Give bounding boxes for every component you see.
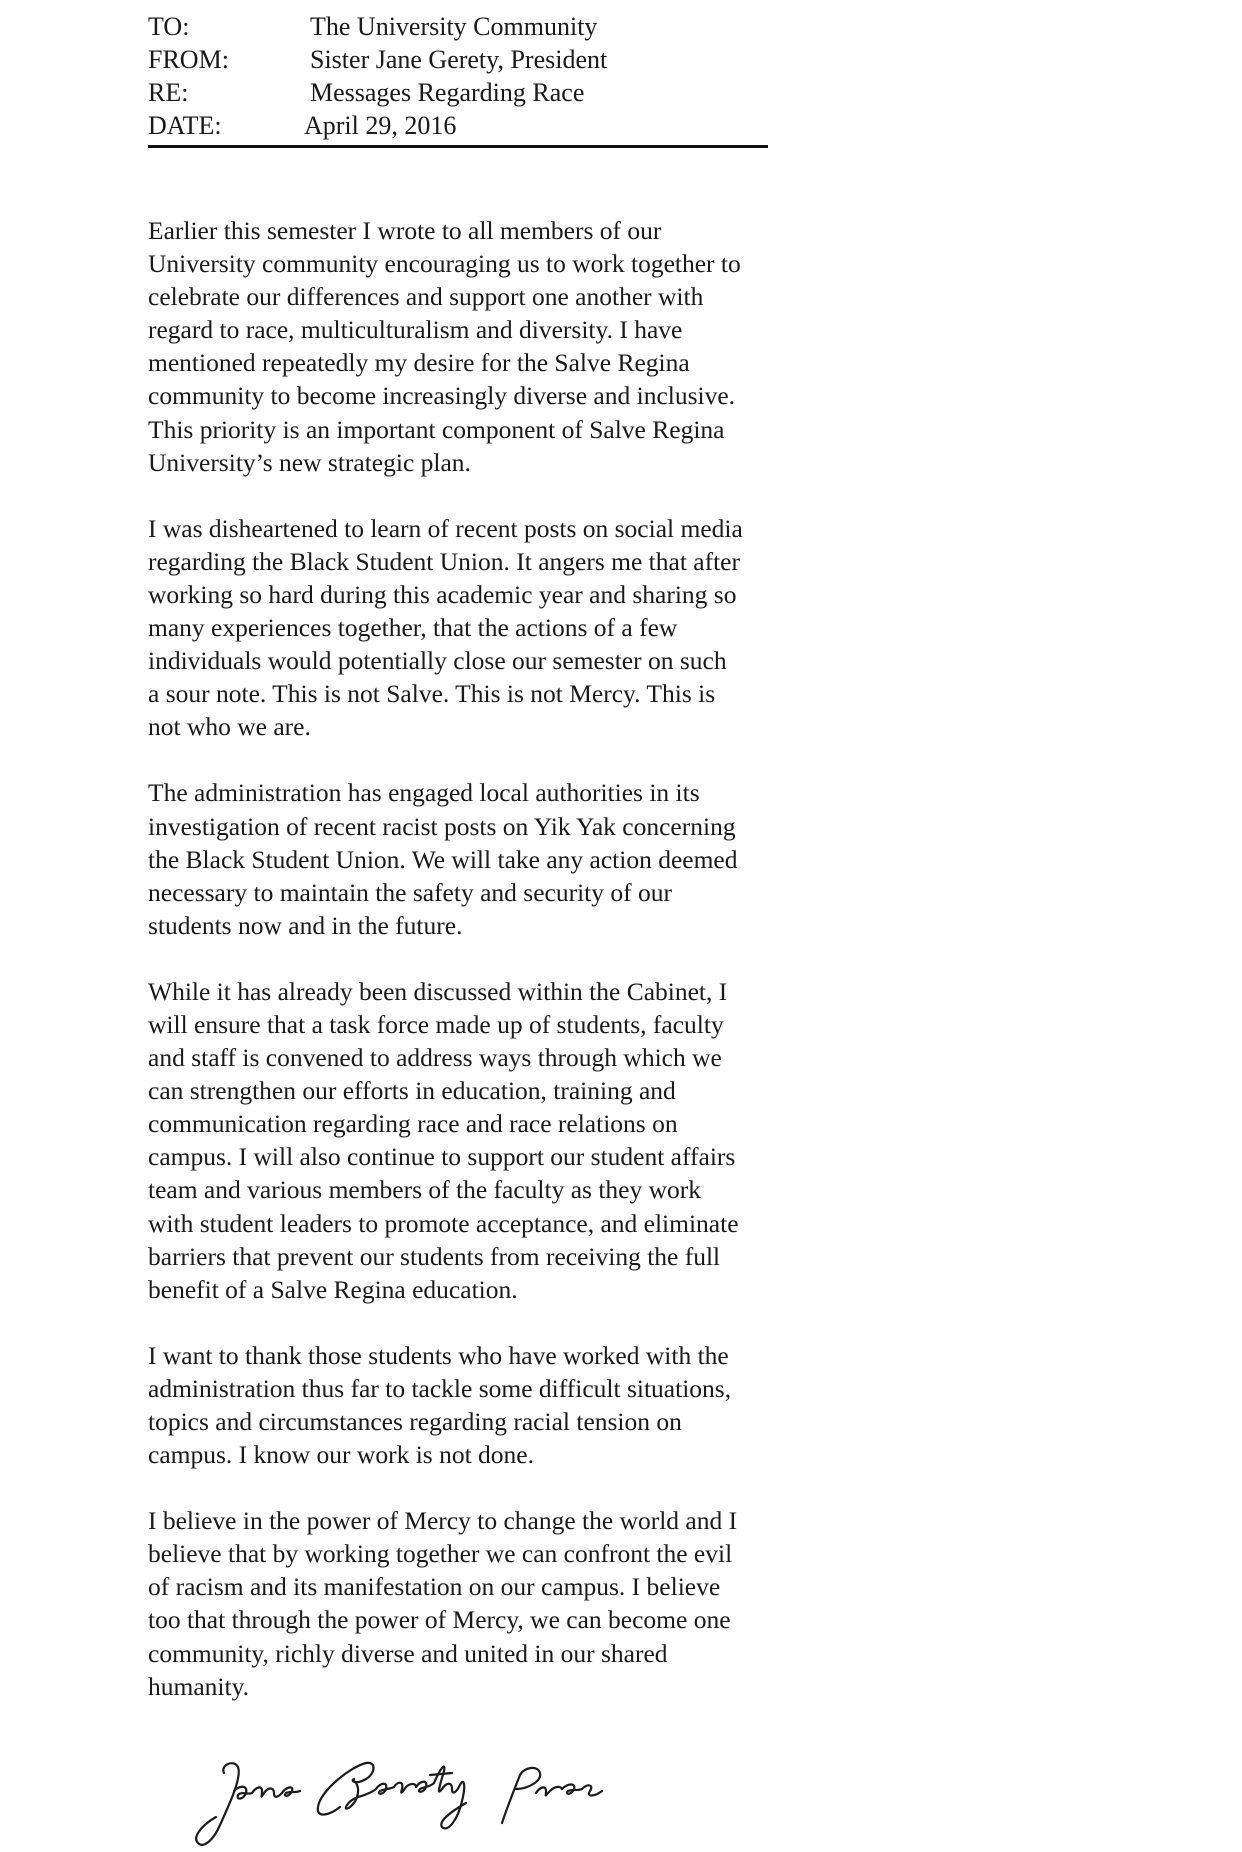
signature-drawing bbox=[190, 1745, 630, 1852]
memo-re-value: Messages Regarding Race bbox=[310, 78, 585, 107]
body-paragraph: I was disheartened to learn of recent posts on social media regarding the Black Student Union. It angers me that after working so hard during this academic year and sharing so many experiences together, that the actions of a few individuals would potentially close our semester on such a sour note. This is not Salve. This is not Mercy. This is not who we are. bbox=[148, 513, 743, 742]
memo-from-row bbox=[148, 43, 768, 76]
memo-from-label: FROM: bbox=[148, 45, 229, 74]
memo-to-row bbox=[148, 10, 768, 43]
memo-date-row bbox=[148, 109, 768, 142]
body-paragraph: I believe in the power of Mercy to change the world and I believe that by working together we can confront the evil of racism and its manifestation on our campus. I believe too that through the power of Mercy, we can become one community, richly diverse and united in our shared humanity. bbox=[148, 1506, 738, 1701]
memo-re-label: RE: bbox=[148, 78, 189, 107]
memo-page bbox=[148, 0, 768, 1736]
body-paragraph: Earlier this semester I wrote to all members of our University community encouraging us to work together to celebrate our differences and support one another with regard to race, multiculturalism and diversity. I have mentioned repeatedly my desire for the Salve Regina community to become increasingly diverse and inclusive. This priority is an important component of Salve Regina University’s new strategic plan. bbox=[148, 216, 741, 477]
memo-to-value: The University Community bbox=[310, 12, 598, 41]
body-paragraph: The administration has engaged local authorities in its investigation of recent racist posts on Yik Yak concerning the Black Student Union. We will take any action deemed necessary to maintain the safety and security of our students now and in the future. bbox=[148, 778, 738, 940]
body-paragraph: While it has already been discussed within the Cabinet, I will ensure that a task force made up of students, faculty and staff is convened to address ways through which we can strengthen our efforts in education, training and communication regarding race and race relations on campus. I will also continue to support our student affairs team and various members of the faculty as they work with student leaders to promote acceptance, and eliminate barriers that prevent our students from receiving the full benefit of a Salve Regina education. bbox=[148, 976, 739, 1304]
memo-from-value: Sister Jane Gerety, President bbox=[310, 45, 608, 74]
memo-date-label: DATE: bbox=[148, 111, 222, 140]
memo-re-row bbox=[148, 76, 768, 109]
memo-body bbox=[148, 214, 778, 1703]
header-divider bbox=[148, 145, 768, 148]
memo-header bbox=[148, 0, 768, 148]
handwritten-signature bbox=[190, 1745, 630, 1852]
memo-to-label: TO: bbox=[148, 12, 190, 41]
memo-date-value: April 29, 2016 bbox=[304, 111, 457, 140]
body-paragraph: I want to thank those students who have worked with the administration thus far to tackle some difficult situations, topics and circumstances regarding racial tension on campus. I know our work is not done. bbox=[148, 1340, 732, 1470]
